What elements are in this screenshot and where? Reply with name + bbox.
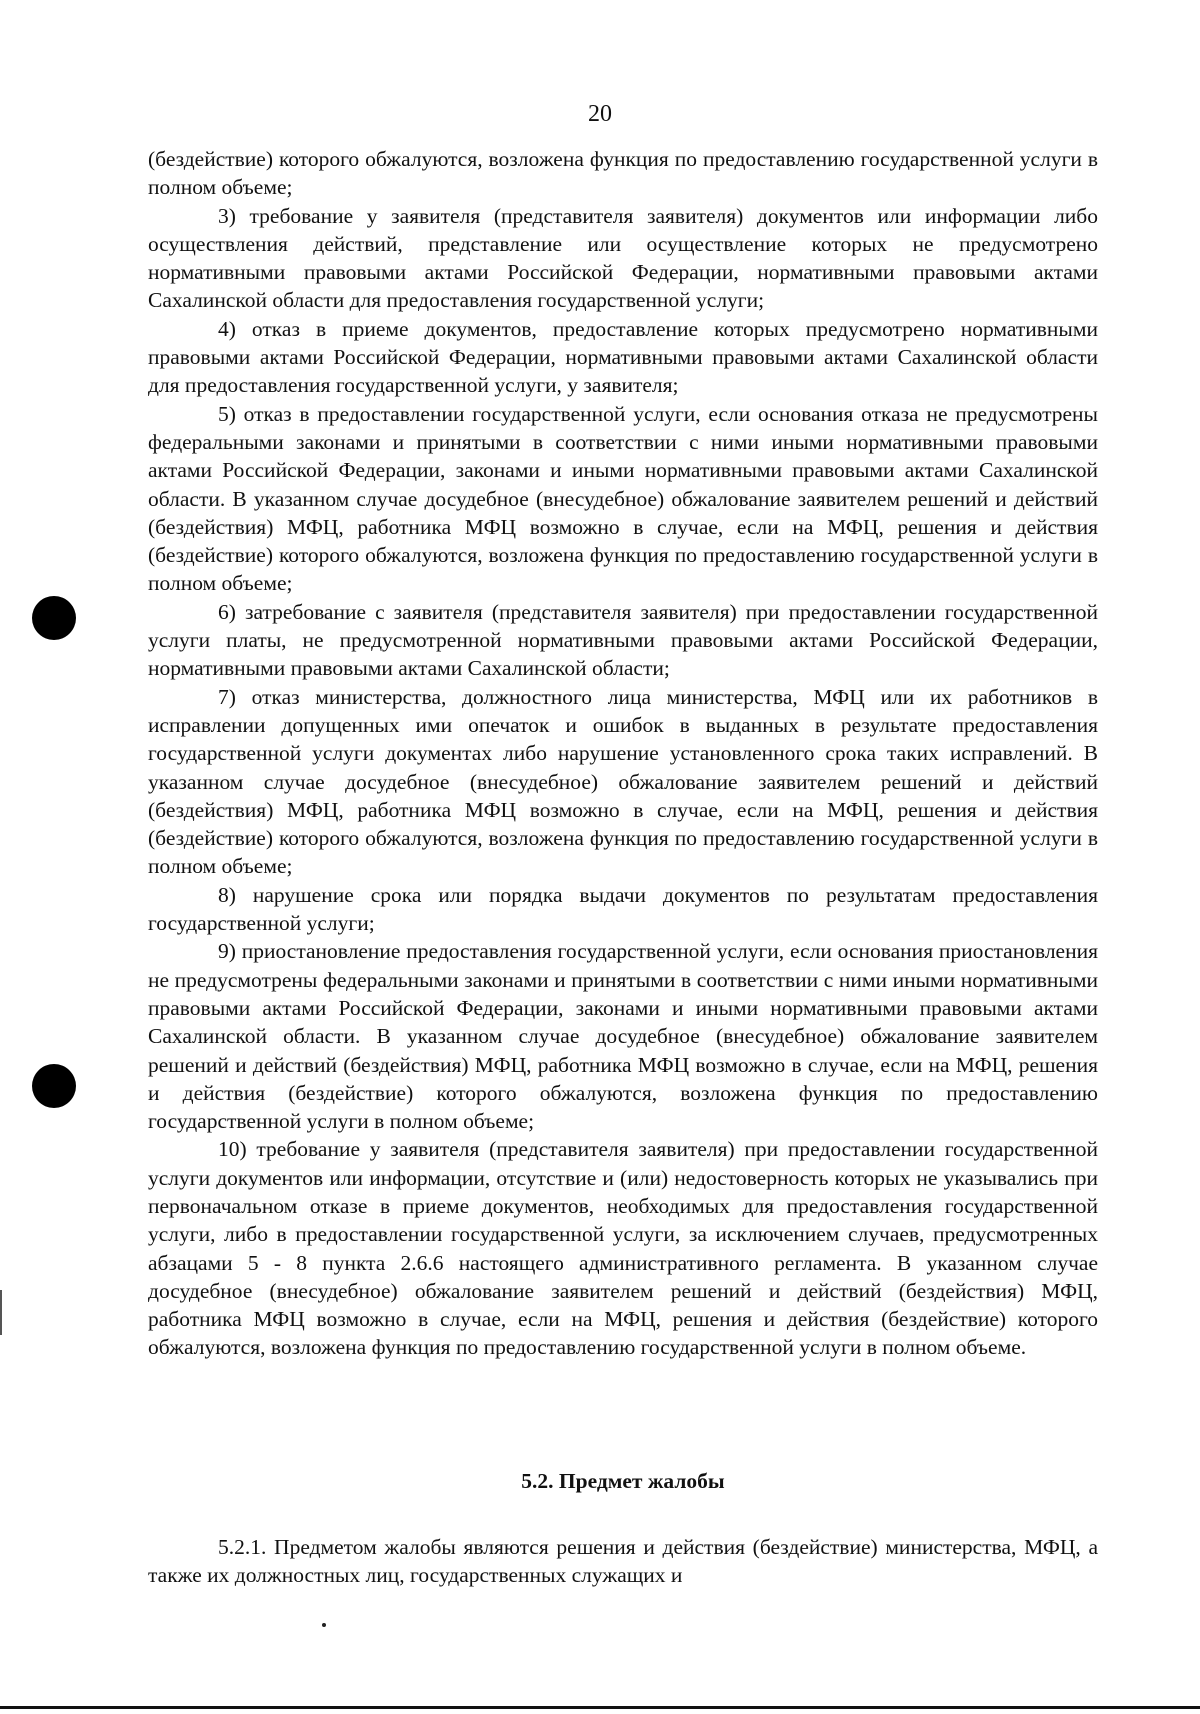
section-heading: 5.2. Предмет жалобы [521, 1469, 725, 1493]
list-item-4: 4) отказ в приеме документов, предоставление которых предусмотрено нормативными правовыми актами Российской Федерации, нормативными правовыми актами Сахалинской области для предоставления государственной услуги, у заявителя; [148, 316, 1098, 398]
list-item-6: 6) затребование с заявителя (представителя заявителя) при предоставлении государственной услуги платы, не предусмотренной нормативными правовыми актами Российской Федерации, нормативными правовыми актами Сахалинской области; [148, 599, 1098, 681]
scan-edge-mark [0, 1290, 2, 1335]
paragraph-continuation: (бездействие) которого обжалуются, возложена функция по предоставлению государственной услуги в полном объеме; [148, 147, 1098, 200]
list-item-8: 8) нарушение срока или порядка выдачи документов по результатам предоставления государственной услуги; [148, 882, 1098, 936]
scan-speck [322, 1623, 326, 1627]
list-item-7: 7) отказ министерства, должностного лица министерства, МФЦ или их работников в исправлении допущенных ими опечаток и ошибок в выданных в результате предоставления государственной услуги документах либо нарушение установленного срока таких исправлений. В указанном случае досудебное (внесудебное) обжалование заявителем решений и действий (бездействия) МФЦ, работника МФЦ возможно в случае, если на МФЦ, решения и действия (бездействие) которого обжалуются, возложена функция по предоставлению государственной услуги в полном объеме; [148, 684, 1098, 879]
list-item-9: 9) приостановление предоставления государственной услуги, если основания приостановления не предусмотрены федеральными законами и принятыми в соответствии с ними иными нормативными правовыми актами Российской Федерации, законами и иными нормативными правовыми актами Сахалинской области. В указанном случае досудебное (внесудебное) обжалование заявителем решений и действий (бездействия) МФЦ, работника МФЦ возможно в случае, если на МФЦ, решения и действия (бездействие) которого обжалуются, возложена функция по предоставлению государственной услуги в полном объеме; [148, 939, 1098, 1134]
list-item-3: 3) требование у заявителя (представителя заявителя) документов или информации либо осуществления действий, представление или осуществление которых не предусмотрено нормативными правовыми актами Российской Федерации, нормативными правовыми актами Сахалинской области для предоставления государственной услуги; [148, 203, 1098, 313]
hole-punch-mark [32, 596, 76, 640]
list-item-10: 10) требование у заявителя (представителя заявителя) при предоставлении государственной услуги документов или информации, отсутствие и (или) недостоверность которых не указывались при первоначальном отказе в приеме документов, необходимых для предоставления государственной услуги, либо в предоставлении государственной услуги, за исключением случаев, предусмотренных абзацами 5 - 8 пункта 2.6.6 настоящего административного регламента. В указанном случае досудебное (внесудебное) обжалование заявителем решений и действий (бездействия) МФЦ, работника МФЦ возможно в случае, если на МФЦ, решения и действия (бездействие) которого обжалуются, возложена функция по предоставлению государственной услуги в полном объеме. [148, 1137, 1098, 1360]
list-item-5: 5) отказ в предоставлении государственной услуги, если основания отказа не предусмотрены федеральными законами и принятыми в соответствии с ними иными нормативными правовыми актами Российской Федерации, законами и иными нормативными правовыми актами Сахалинской области. В указанном случае досудебное (внесудебное) обжалование заявителем решений и действий (бездействия) МФЦ, работника МФЦ возможно в случае, если на МФЦ, решения и действия (бездействие) которого обжалуются, возложена функция по предоставлению государственной услуги в полном объеме; [148, 401, 1098, 596]
section-paragraph: 5.2.1. Предметом жалобы являются решения и действия (бездействие) министерства, МФЦ, а также их должностных лиц, государственных служащих и [148, 1535, 1098, 1588]
hole-punch-mark [32, 1064, 76, 1108]
page-number: 20 [588, 101, 612, 127]
scan-edge-line [0, 1706, 1200, 1709]
document-body [148, 145, 1098, 1362]
